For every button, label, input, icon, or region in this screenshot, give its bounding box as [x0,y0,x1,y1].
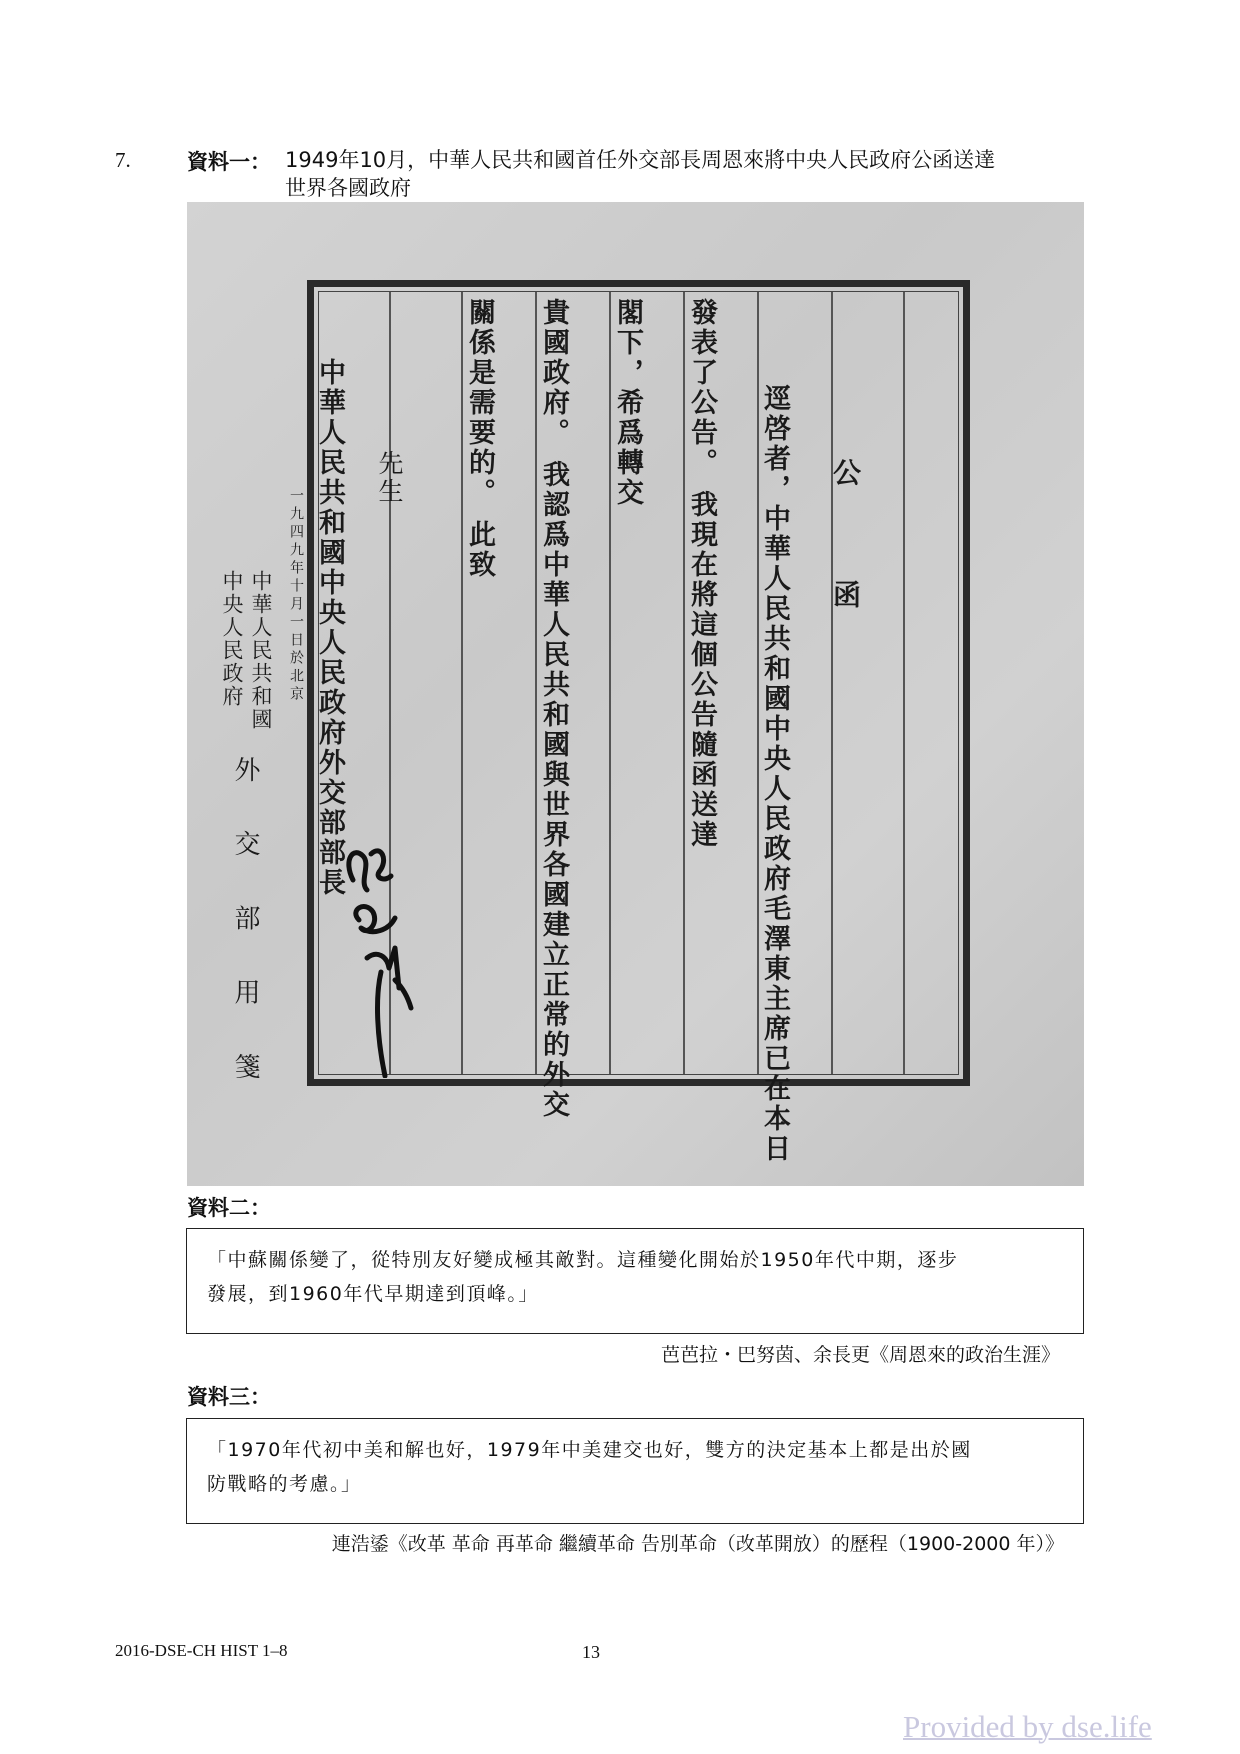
letter-date: 一九四九年十月一日於北京 [288,488,304,704]
letter-photo [187,202,1084,1186]
source1-caption-line1: 1949年10月，中華人民共和國首任外交部長周恩來將中央人民政府公函送達 [285,148,996,172]
source1-label: 資料一： [187,150,271,174]
letterhead-line1: 中華人民共和國 [249,570,273,731]
letter-col-2: 發表了公告。 我現在將這個公告隨函送達 [686,298,717,851]
source2-quote-line1: 「中蘇關係變了，從特別友好變成極其敵對。這種變化開始於1950年代中期，逐步 [207,1249,959,1271]
watermark-link[interactable]: Provided by dse.life [903,1709,1152,1744]
source1-caption-line2: 世界各國政府 [285,176,411,200]
letter-col-3: 閣下，希爲轉交 [612,298,643,508]
letter-title: 公 函 [829,458,862,650]
paper-code: 2016-DSE-CH HIST 1–8 [115,1641,288,1660]
letterhead-line2: 中央人民政府 [220,570,244,708]
source2-citation: 芭芭拉・巴努茵、余長更《周恩來的政治生涯》 [660,1344,1060,1366]
source3-citation: 連浩鋈《改革 革命 再革命 繼續革命 告別革命（改革開放）的歷程（1900-2000 年）》 [331,1533,1064,1555]
source1-caption [285,146,1085,202]
source2-quote-box [186,1228,1084,1334]
source3-quote-line2: 防戰略的考慮。」 [207,1473,362,1495]
letter-col-4: 貴國政府。 我認爲中華人民共和國與世界各國建立正常的外交 [538,298,569,1121]
letter-col-addressee: 先生 [375,450,404,506]
page-number: 13 [582,1642,600,1662]
source2-quote-line2: 發展，到1960年代早期達到頂峰。」 [207,1283,539,1305]
source3-quote-line1: 「1970年代初中美和解也好，1979年中美建交也好，雙方的決定基本上都是出於國 [207,1439,972,1461]
letterhead-line3: 外 交 部 用 箋 [230,756,260,1100]
source3-quote-box [186,1418,1084,1524]
source2-label: 資料二： [187,1196,271,1220]
letter-col-signatory: 中華人民共和國中央人民政府外交部部長 [314,358,345,898]
letter-col-1: 逕啓者，中華人民共和國中央人民政府毛澤東主席已在本日 [759,384,790,1164]
letter-col-5: 關係是需要的。 此致 [464,298,495,581]
question-number: 7. [115,148,131,172]
source3-label: 資料三： [187,1385,271,1409]
signature-image [337,838,417,1078]
